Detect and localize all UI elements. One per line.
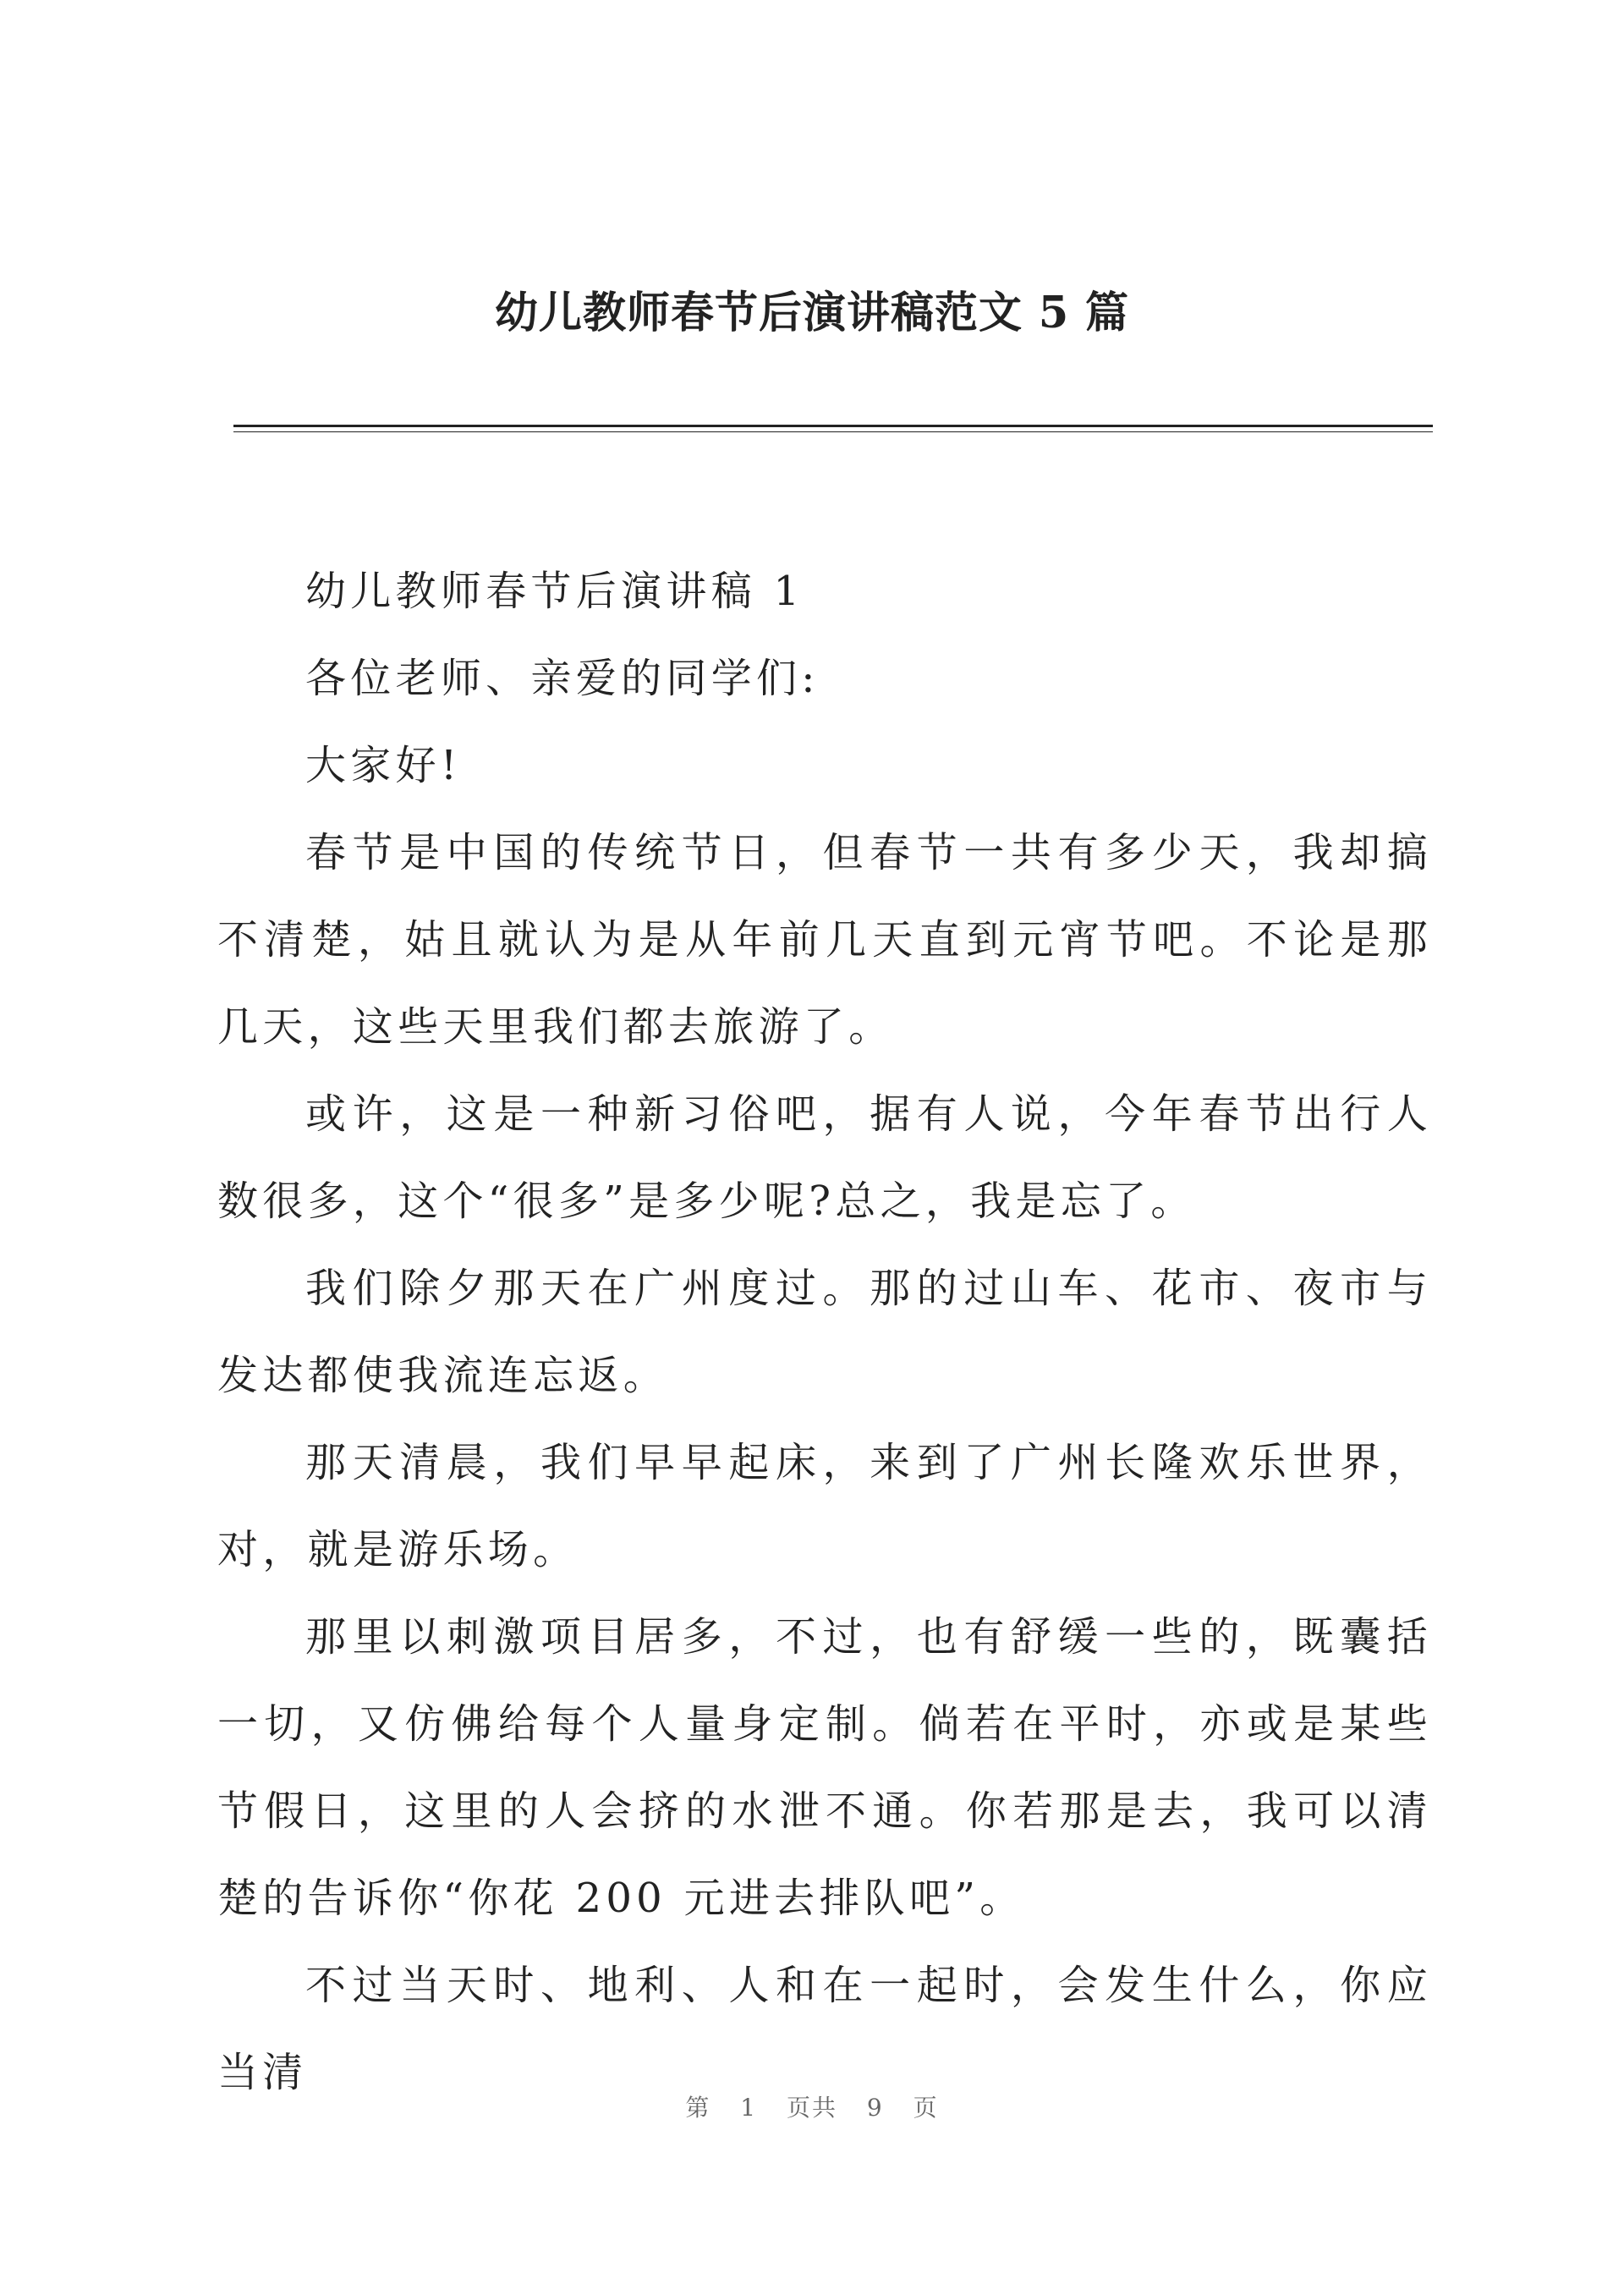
- footer-middle: 页共: [786, 2094, 837, 2122]
- footer-suffix: 页: [913, 2094, 939, 2122]
- paragraph: 不过当天时、地利、人和在一起时，会发生什么，你应当清: [217, 1962, 1432, 2096]
- paragraph: 那天清晨，我们早早起床，来到了广州长隆欢乐世界，对，就是游乐场。: [217, 1439, 1432, 1573]
- paragraph: 春节是中国的传统节日，但春节一共有多少天，我却搞不清楚，姑且就认为是从年前几天直到元宵节吧。不论是那几天，这些天里我们都去旅游了。: [217, 829, 1432, 1051]
- title-rule-thin: [233, 431, 1433, 432]
- footer-prefix: 第: [685, 2094, 711, 2122]
- paragraph: 或许，这是一种新习俗吧，据有人说，今年春节出行人数很多，这个“很多”是多少呢?总之，我是忘了。: [217, 1090, 1432, 1225]
- paragraph: 那里以刺激项目居多，不过，也有舒缓一些的，既囊括一切，又仿佛给每个人量身定制。倘若在平时，亦或是某些节假日，这里的人会挤的水泄不通。你若那是去，我可以清楚的告诉你“你花 200 元进去排队吧”。: [217, 1613, 1432, 1922]
- section-heading: 幼儿教师春节后演讲稿 1: [305, 568, 804, 615]
- salutation: 各位老师、亲爱的同学们:: [305, 655, 820, 702]
- page-footer: [0, 2089, 1624, 2123]
- footer-total-pages: 9: [866, 2094, 884, 2122]
- greeting: 大家好!: [305, 742, 462, 789]
- document-body: [217, 548, 1432, 2117]
- title-rule-thick: [233, 425, 1433, 427]
- footer-page-number: 1: [740, 2094, 758, 2122]
- paragraph: 我们除夕那天在广州度过。那的过山车、花市、夜市与发达都使我流连忘返。: [217, 1265, 1432, 1399]
- document-title: 幼儿教师春节后演讲稿范文 5 篇: [495, 288, 1129, 338]
